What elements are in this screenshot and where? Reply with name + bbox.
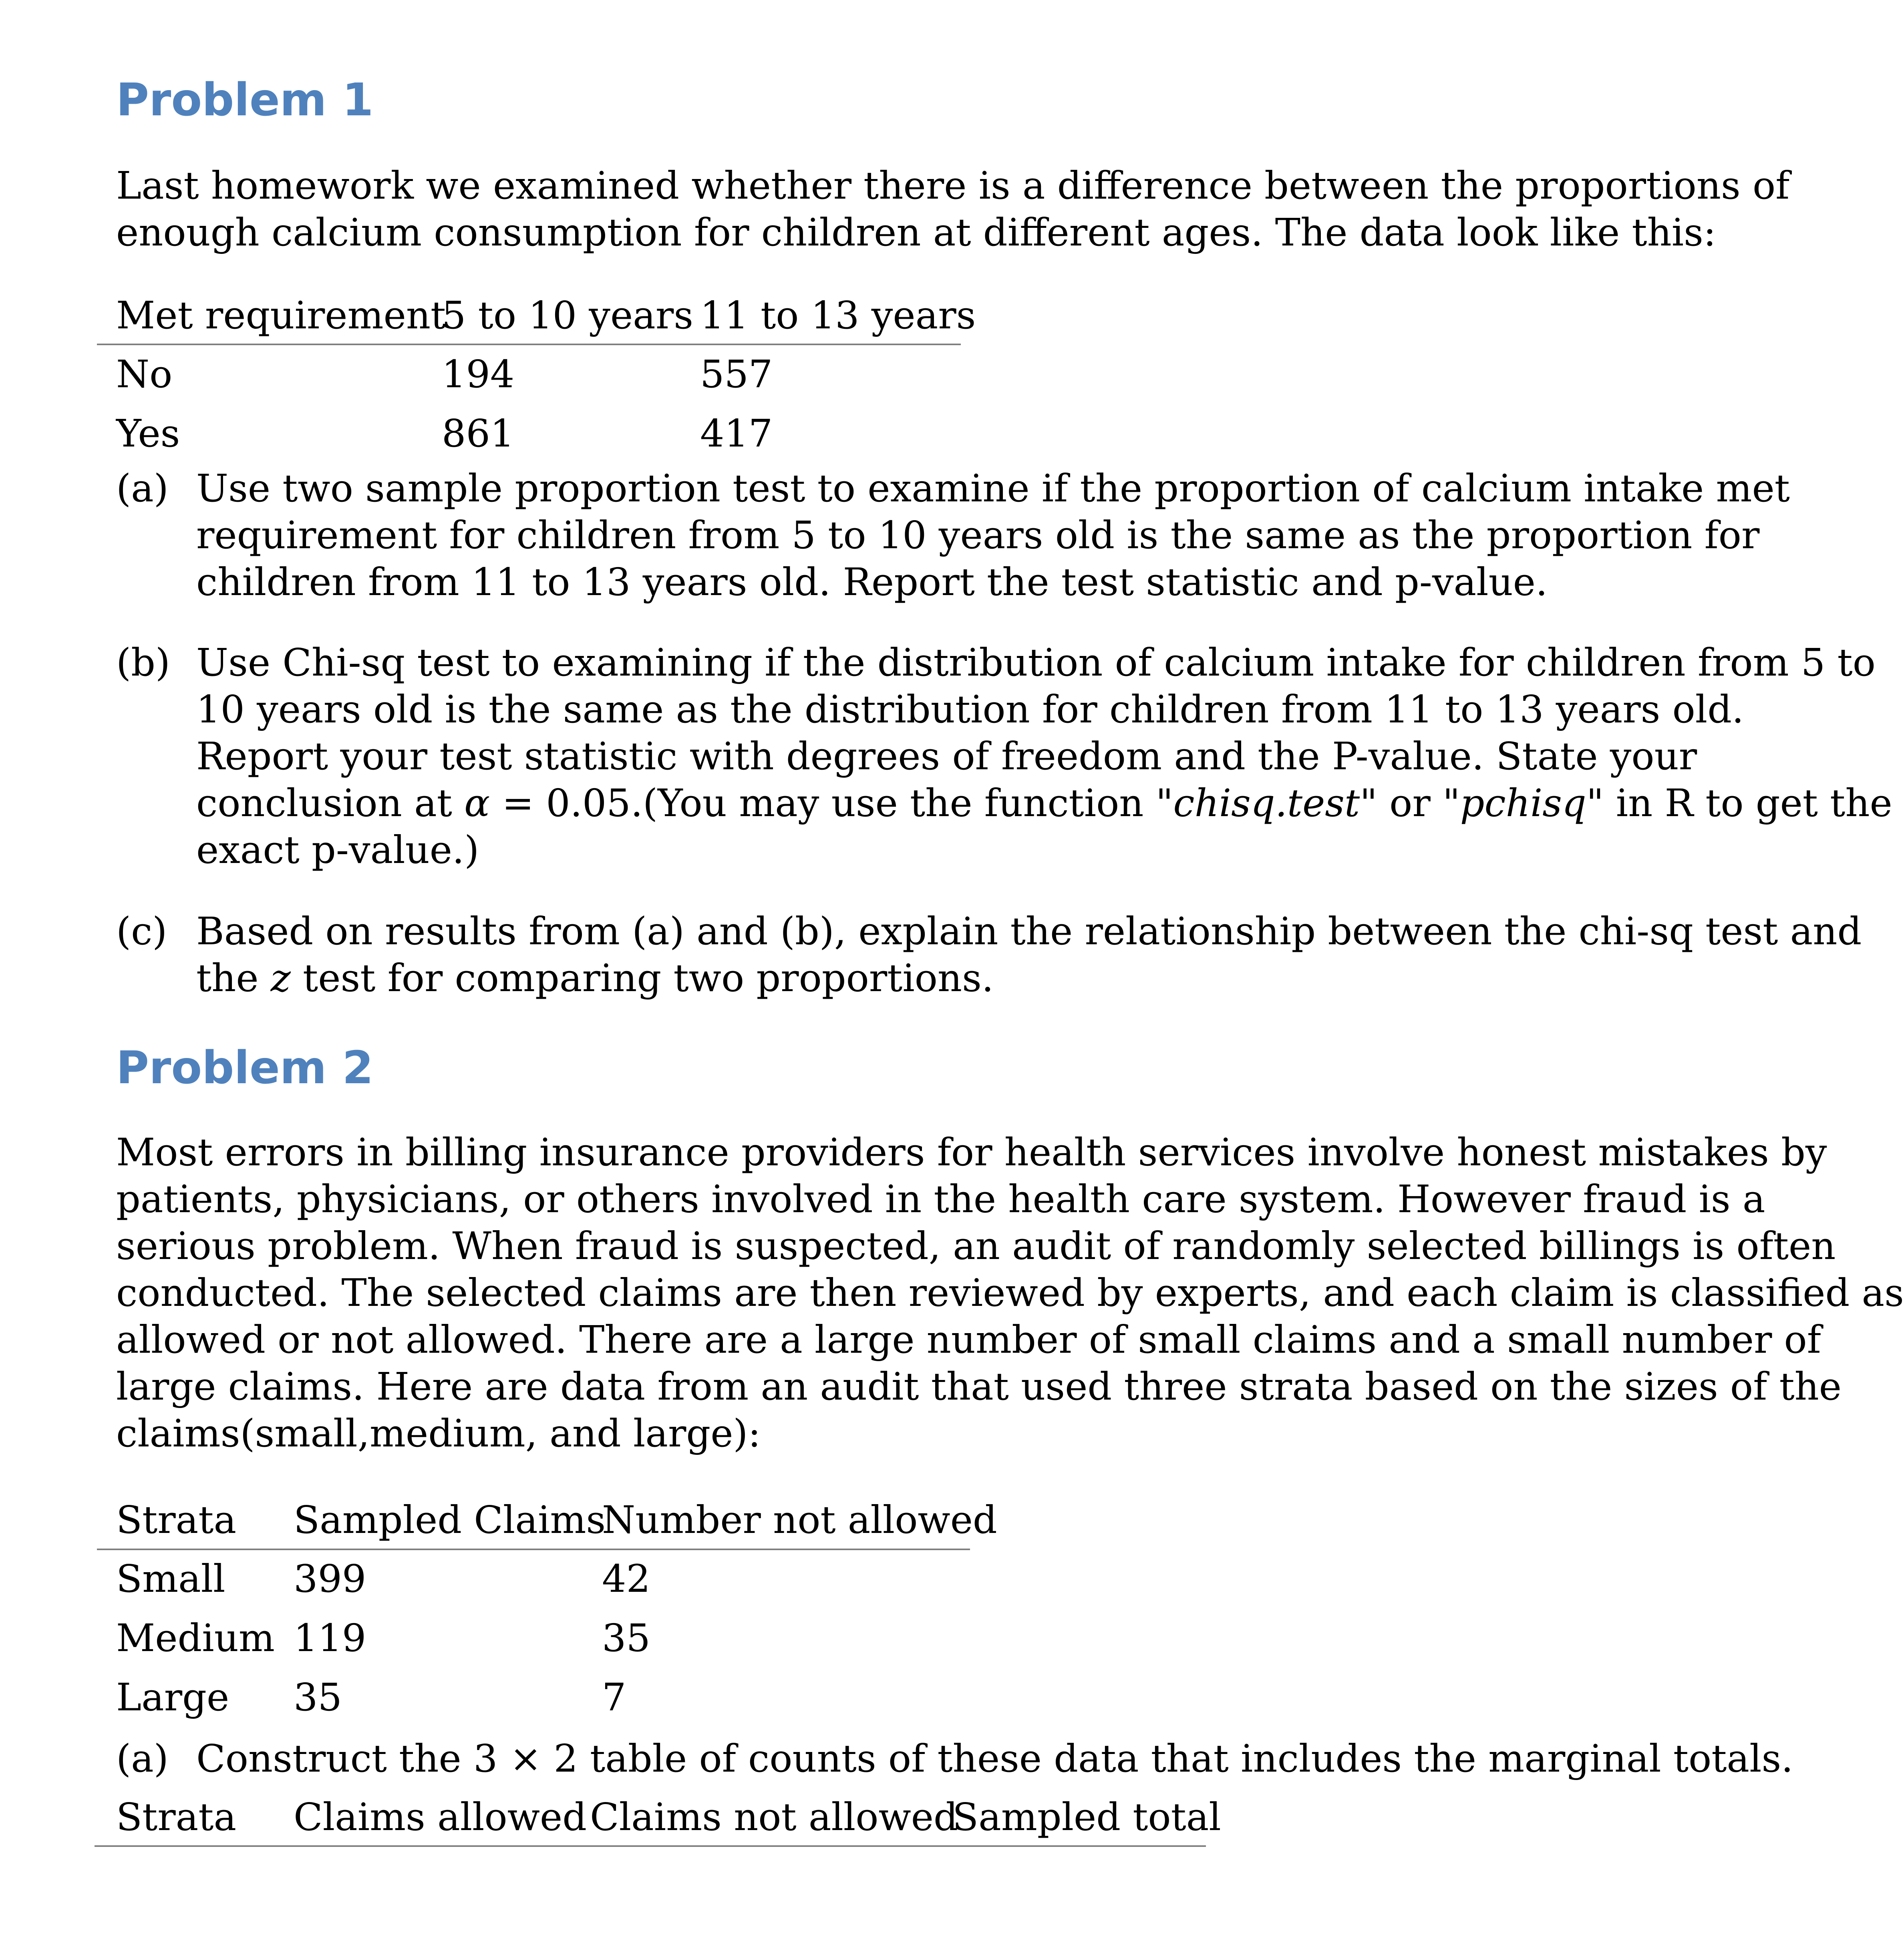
function-name: "chisq.test" — [1155, 781, 1377, 825]
part-line: requirement for children from 5 to 10 years old is the same as the proportion for — [196, 513, 1760, 557]
table-cell: 35 — [602, 1616, 650, 1660]
intro-line: patients, physicians, or others involved in the health care system. However fraud is a — [116, 1177, 1765, 1221]
table-cell: 417 — [700, 412, 773, 456]
table-header: Claims allowed — [294, 1795, 587, 1839]
part-line: Use two sample proportion test to examine if the proportion of calcium intake met — [196, 467, 1790, 511]
table-cell: Medium — [116, 1616, 275, 1660]
table-rule — [97, 344, 961, 345]
intro-line: Last homework we examined whether there is a difference between the proportions of — [116, 164, 1790, 208]
intro-line: conducted. The selected claims are then reviewed by experts, and each claim is classified as — [116, 1271, 1904, 1315]
table-cell: 7 — [602, 1675, 626, 1720]
table-header: Strata — [116, 1498, 237, 1542]
text-run: test for comparing two proportions. — [290, 956, 994, 1000]
table-header: Sampled total — [952, 1795, 1221, 1839]
table-cell: 557 — [700, 352, 773, 396]
part-label: (c) — [116, 909, 167, 953]
intro-line: serious problem. When fraud is suspected, an audit of randomly selected billings is often — [116, 1224, 1836, 1268]
table-header: 11 to 13 years — [700, 294, 976, 338]
table-rule — [95, 1845, 1206, 1847]
table-header: Strata — [116, 1795, 237, 1839]
text-run: conclusion at — [196, 781, 465, 825]
table-cell: 35 — [294, 1675, 342, 1720]
part-line: Based on results from (a) and (b), explain the relationship between the chi-sq test and — [196, 909, 1862, 953]
function-name: "pchisq" — [1442, 781, 1604, 825]
part-line: exact p-value.) — [196, 828, 479, 872]
text-run: in R to get the — [1604, 781, 1892, 825]
alpha-symbol: α — [464, 781, 490, 825]
part-line: 10 years old is the same as the distribution for children from 11 to 13 years old. — [196, 688, 1744, 732]
table-header: Claims not allowed — [590, 1795, 958, 1839]
table-cell: 399 — [294, 1557, 366, 1601]
table-cell: Small — [116, 1557, 225, 1601]
part-line: children from 11 to 13 years old. Report the test statistic and p-value. — [196, 560, 1548, 604]
table-cell: Large — [116, 1675, 229, 1720]
table-header: Sampled Claims — [294, 1498, 606, 1542]
table-cell: No — [116, 352, 173, 396]
table-header: 5 to 10 years — [442, 294, 693, 338]
text-run: = 0.05.(You may use the function — [490, 781, 1156, 825]
z-symbol: z — [270, 956, 291, 1000]
table-header: Number not allowed — [602, 1498, 997, 1542]
problem-2-heading: Problem 2 — [116, 1042, 374, 1094]
part-line — [196, 955, 1758, 1002]
intro-line: allowed or not allowed. There are a large number of small claims and a small number of — [116, 1318, 1821, 1362]
part-line — [196, 780, 1892, 827]
part-label: (b) — [116, 641, 170, 685]
text-run: or — [1377, 781, 1443, 825]
problem-1-intro — [116, 163, 1790, 256]
part-label: (a) — [116, 467, 169, 511]
part-line: Construct the 3 × 2 table of counts of these data that includes the marginal totals. — [196, 1737, 1793, 1781]
table-cell: 861 — [442, 412, 515, 456]
intro-line: Most errors in billing insurance providers for health services involve honest mistakes by — [116, 1130, 1827, 1175]
table-header: Met requirement — [116, 294, 446, 338]
part-line: Report your test statistic with degrees of freedom and the P-value. State your — [196, 734, 1697, 778]
part-line: Use Chi-sq test to examining if the distribution of calcium intake for children from 5 to — [196, 641, 1876, 685]
table-rule — [97, 1549, 970, 1550]
table-cell: 119 — [294, 1616, 366, 1660]
intro-line: claims(small,medium, and large): — [116, 1412, 761, 1456]
table-cell: 194 — [442, 352, 515, 396]
text-run: the — [196, 956, 271, 1000]
problem-2-intro — [116, 1129, 1904, 1457]
intro-line: enough calcium consumption for children at different ages. The data look like this: — [116, 211, 1716, 255]
intro-line: large claims. Here are data from an audit that used three strata based on the sizes of the — [116, 1365, 1842, 1409]
problem-1-heading: Problem 1 — [116, 74, 374, 126]
table-cell: 42 — [602, 1557, 650, 1601]
table-cell: Yes — [116, 412, 180, 456]
part-label: (a) — [116, 1737, 169, 1781]
